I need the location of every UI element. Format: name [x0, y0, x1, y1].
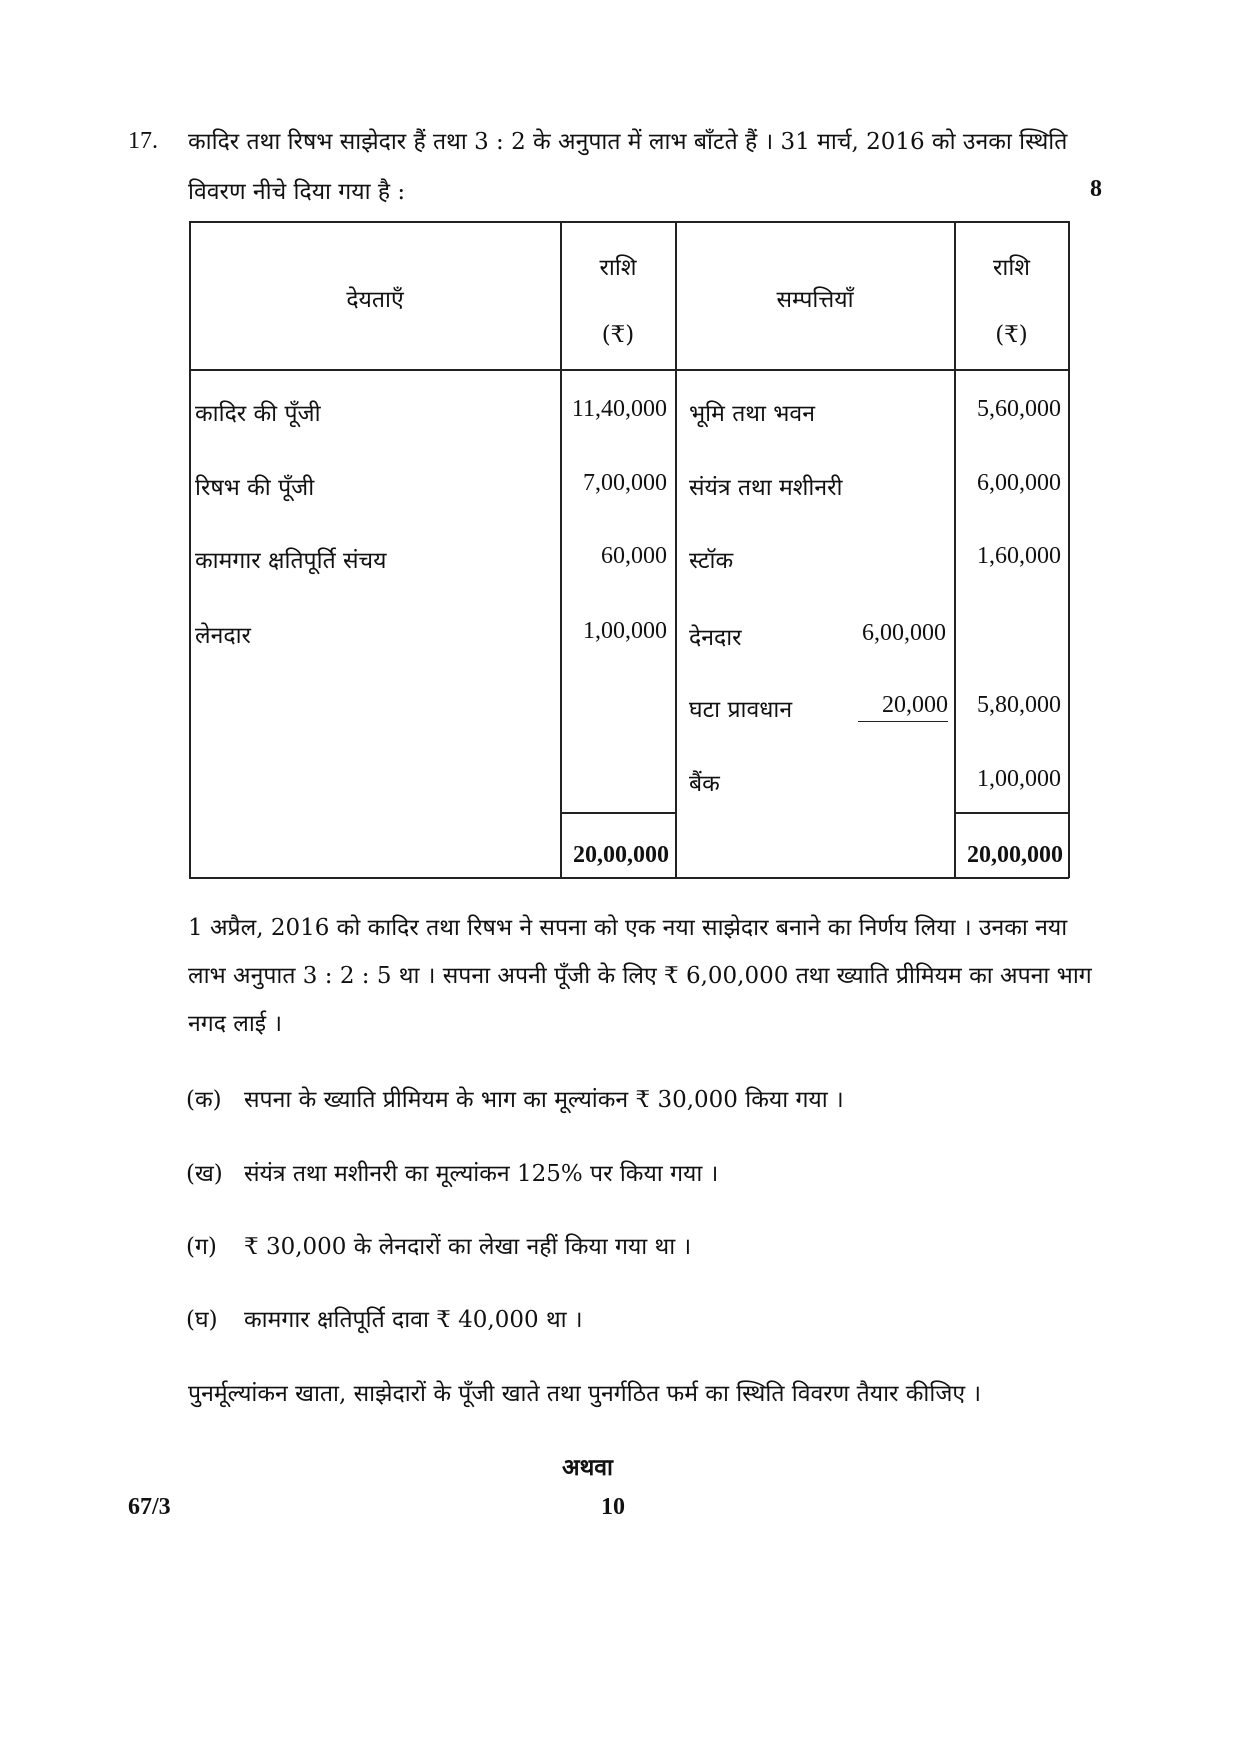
- liability-label: रिषभ की पूँजी: [195, 475, 315, 501]
- liability-amount: 1,00,000: [583, 618, 667, 644]
- item-text: संयंत्र तथा मशीनरी का मूल्यांकन 125% पर किया गया ।: [244, 1161, 719, 1187]
- item-marker: (ख): [186, 1161, 223, 1187]
- total-liabilities: 20,00,000: [573, 842, 669, 868]
- para-line2: लाभ अनुपात 3 : 2 : 5 था । सपना अपनी पूँजी के लिए ₹ 6,00,000 तथा ख्याति प्रीमियम का अपना भाग: [188, 963, 1092, 989]
- item-text: सपना के ख्याति प्रीमियम के भाग का मूल्यांकन ₹ 30,000 किया गया ।: [244, 1087, 844, 1113]
- asset-label: भूमि तथा भवन: [689, 401, 815, 427]
- header-amount-1: राशि: [599, 255, 637, 281]
- header-liabilities: देयताएँ: [346, 287, 404, 313]
- item-marker: (क): [186, 1087, 222, 1113]
- asset-amount: 6,00,000: [977, 470, 1061, 496]
- question-number: 17.: [128, 128, 158, 154]
- asset-label: घटा प्रावधान: [689, 697, 793, 723]
- asset-amount: 5,80,000: [977, 692, 1061, 718]
- liability-label: कादिर की पूँजी: [195, 401, 321, 427]
- para-line3: नगद लाई ।: [188, 1011, 283, 1037]
- provision-underline: 20,000: [858, 692, 948, 722]
- asset-sub-amount: [858, 692, 946, 722]
- asset-amount: 5,60,000: [977, 396, 1061, 422]
- asset-label: देनदार: [689, 625, 742, 651]
- liability-label: लेनदार: [195, 623, 251, 649]
- item-text: कामगार क्षतिपूर्ति दावा ₹ 40,000 था ।: [244, 1307, 583, 1333]
- question-marks: 8: [1090, 176, 1102, 202]
- asset-amount: 1,60,000: [977, 543, 1061, 569]
- question-intro-line1: कादिर तथा रिषभ साझेदार हैं तथा 3 : 2 के अनुपात में लाभ बाँटते हैं । 31 मार्च, 2016 को उनका स्थिति: [188, 129, 1068, 155]
- asset-label: संयंत्र तथा मशीनरी: [689, 475, 843, 501]
- total-assets: 20,00,000: [967, 842, 1063, 868]
- asset-sub-amount: 6,00,000: [862, 620, 946, 646]
- header-amount-2: राशि: [993, 255, 1030, 281]
- or-separator: अथवा: [562, 1454, 614, 1481]
- paper-code: 67/3: [128, 1494, 171, 1520]
- header-amount-1-unit: (₹): [601, 322, 635, 348]
- para-line1: 1 अप्रैल, 2016 को कादिर तथा रिषभ ने सपना को एक नया साझेदार बनाने का निर्णय लिया । उनका नया: [188, 915, 1068, 941]
- liability-amount: 60,000: [601, 543, 667, 569]
- header-amount-2-unit: (₹): [995, 322, 1028, 348]
- liability-label: कामगार क्षतिपूर्ति संचय: [195, 548, 387, 574]
- item-text: ₹ 30,000 के लेनदारों का लेखा नहीं किया गया था ।: [244, 1234, 692, 1260]
- header-assets: सम्पत्तियाँ: [776, 287, 854, 313]
- question-intro-line2: विवरण नीचे दिया गया है :: [188, 179, 406, 205]
- instruction: पुनर्मूल्यांकन खाता, साझेदारों के पूँजी खाते तथा पुनर्गठित फर्म का स्थिति विवरण तैयार कीजिए ।: [188, 1381, 982, 1407]
- liability-amount: 7,00,000: [583, 470, 667, 496]
- item-marker: (ग): [186, 1234, 217, 1260]
- item-marker: (घ): [186, 1307, 218, 1333]
- asset-label: स्टॉक: [689, 548, 734, 574]
- asset-label: बैंक: [689, 771, 720, 797]
- asset-amount: 1,00,000: [977, 766, 1061, 792]
- page-number: 10: [601, 1494, 625, 1520]
- liability-amount: 11,40,000: [571, 396, 667, 422]
